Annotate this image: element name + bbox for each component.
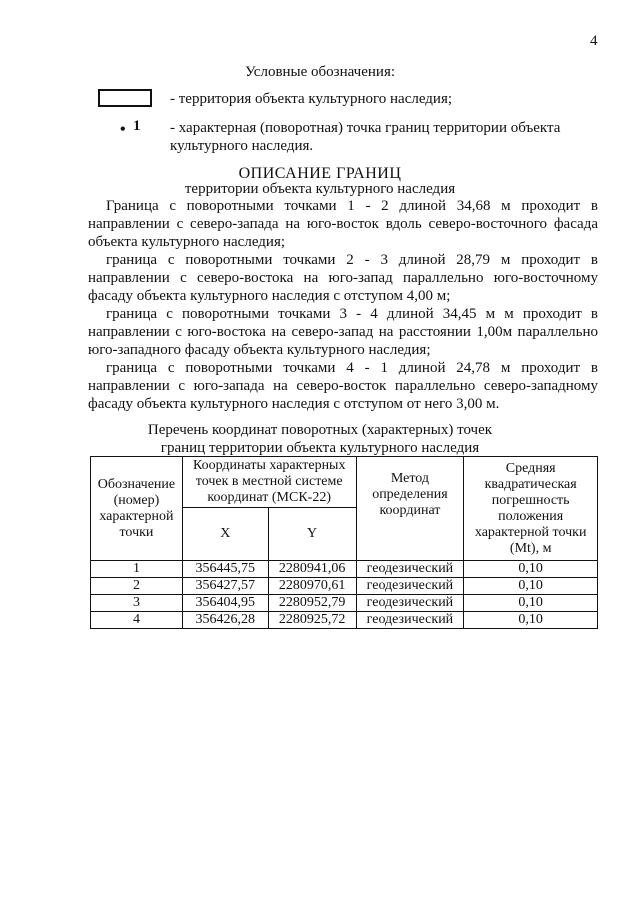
cell-point: 2: [91, 578, 183, 595]
cell-point: 4: [91, 612, 183, 629]
table-row: [91, 561, 598, 578]
boundary-paragraph: граница с поворотными точками 4 - 1 длиной 24,78 м проходит в направлении с юго-запада на северо-восток параллельно северо-западному фасаду объекта культурного наследия с отступом от него 3,00 м.: [88, 360, 598, 412]
cell-mt: 0,10: [464, 561, 598, 578]
legend-title: Условные обозначения:: [244, 64, 396, 80]
header-error: Средняя квадратическая погрешность положения характерной точки (Mt), м: [464, 457, 598, 561]
boundary-paragraph: Граница с поворотными точками 1 - 2 длиной 34,68 м проходит в направлении с северо-запада на юго-восток вдоль северо-восточного фасада объекта культурного наследия;: [88, 198, 598, 250]
boundary-description: [88, 197, 598, 413]
cell-mt: 0,10: [464, 612, 598, 629]
cell-x: 356404,95: [182, 595, 268, 612]
cell-y: 2280941,06: [268, 561, 356, 578]
cell-method: геодезический: [356, 578, 464, 595]
cell-x: 356427,57: [182, 578, 268, 595]
header-x: X: [182, 508, 268, 561]
cell-method: геодезический: [356, 612, 464, 629]
point-dot-icon: •: [120, 121, 126, 138]
section-subtitle: территории объекта культурного наследия: [184, 181, 456, 197]
section-title: ОПИСАНИЕ ГРАНИЦ: [238, 165, 402, 182]
table-title: [0, 421, 640, 457]
cell-y: 2280952,79: [268, 595, 356, 612]
cell-mt: 0,10: [464, 578, 598, 595]
table-row: [91, 595, 598, 612]
boundary-paragraph: граница с поворотными точками 2 - 3 длиной 28,79 м проходит в направлении с северо-востока на юго-запад параллельно юго-восточному фасаду объекта культурного наследия с отступом 4,00 м;: [88, 252, 598, 304]
cell-y: 2280925,72: [268, 612, 356, 629]
cell-point: 1: [91, 561, 183, 578]
cell-x: 356426,28: [182, 612, 268, 629]
header-y: Y: [268, 508, 356, 561]
boundary-paragraph: граница с поворотными точками 3 - 4 длиной 34,45 м м проходит в направлении с юго-востока на северо-запад на расстоянии 1,00м параллельно юго-западного фасаду объекта культурного наследия;: [88, 306, 598, 358]
legend-item-point: - характерная (поворотная) точка границ территории объекта культурного наследия.: [170, 120, 561, 154]
cell-method: геодезический: [356, 561, 464, 578]
cell-y: 2280970,61: [268, 578, 356, 595]
cell-method: геодезический: [356, 595, 464, 612]
page-number: 4: [590, 33, 598, 49]
header-coords: Координаты характерных точек в местной системе координат (МСК-22): [182, 457, 356, 508]
table-row: [91, 578, 598, 595]
header-point: Обозначение (номер) характерной точки: [91, 457, 183, 561]
header-method: Метод определения координат: [356, 457, 464, 561]
legend-item-territory: - территория объекта культурного наследия;: [170, 91, 453, 107]
table-title-line: Перечень координат поворотных (характерных) точек: [147, 422, 493, 438]
table-title-line: границ территории объекта культурного наследия: [160, 440, 480, 456]
cell-mt: 0,10: [464, 595, 598, 612]
cell-x: 356445,75: [182, 561, 268, 578]
table-row: [91, 612, 598, 629]
coordinates-table: [90, 456, 598, 629]
legend-point-number: 1: [133, 118, 141, 134]
cell-point: 3: [91, 595, 183, 612]
territory-box-symbol: [98, 89, 152, 107]
